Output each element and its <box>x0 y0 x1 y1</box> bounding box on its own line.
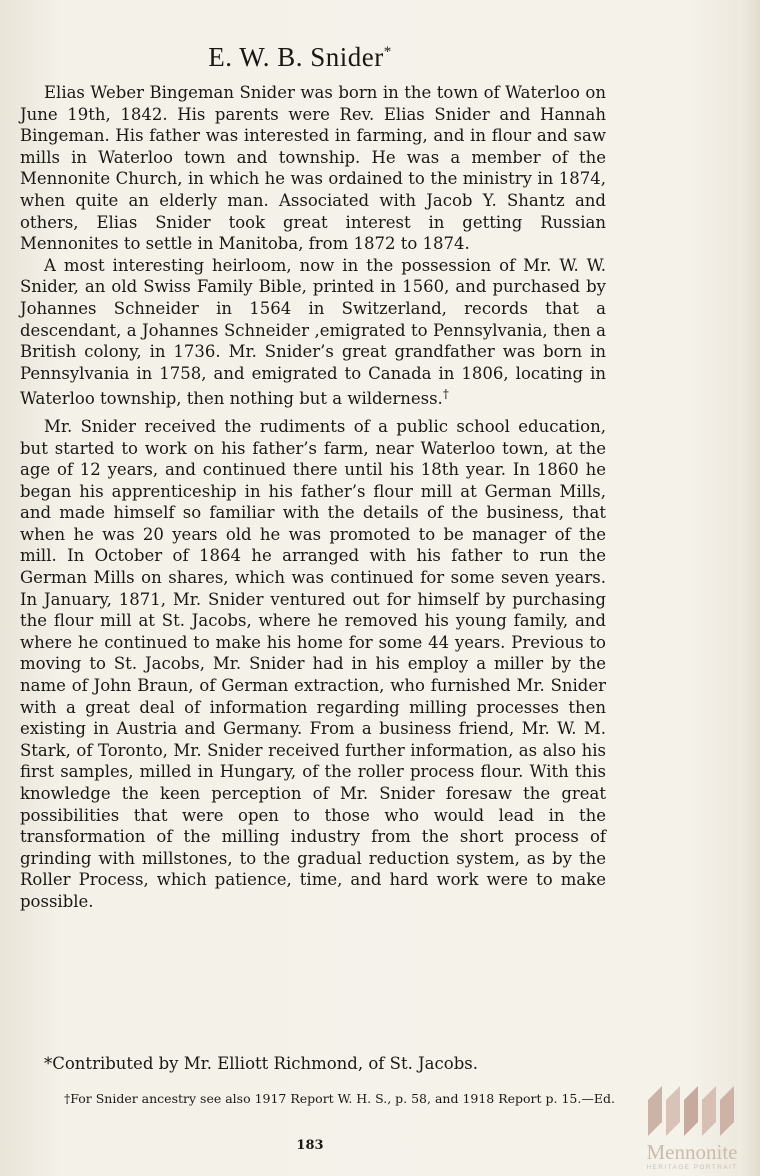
page-gutter <box>738 0 760 1176</box>
paragraph-3: Mr. Snider received the rudiments of a public school education, but started to work on his father’s farm, near Waterloo town, at the age of 12 years, and continued there until his 18th year. In 1860 he began his apprenticeship in his father’s flour mill at German Mills, and made himself so familiar with the details of the business, that when he was 20 years old he was promoted to be manager of the mill. In October of 1864 he arranged with his father to run the German Mills on shares, which was continued for some seven years. In January, 1871, Mr. Snider ventured out for himself by purchasing the flour mill at St. Jacobs, where he removed his young family, and where he continued to make his home for some 44 years. Previous to moving to St. Jacobs, Mr. Snider had in his employ a miller by the name of John Braun, of German extraction, who furnished Mr. Snider with a great deal of information regarding milling processes then existing in Austria and Germany. From a business friend, Mr. W. M. Stark, of Toronto, Mr. Snider received further information, as also his first samples, milled in Hungary, of the roller process flour. With this knowledge the keen perception of Mr. Snider foresaw the great possibilities that were open to those who would lead in the transformation of the milling industry from the short process of grinding with millstones, to the gradual reduction system, as by the Roller Process, which patience, time, and hard work were to make possible. <box>20 416 606 911</box>
article-body <box>20 82 606 913</box>
article-title <box>0 42 600 73</box>
contributor-note: *Contributed by Mr. Elliott Richmond, of St. Jacobs. <box>44 1054 478 1073</box>
title-text: E. W. B. Snider <box>208 42 384 72</box>
paragraph-1: Elias Weber Bingeman Snider was born in the town of Waterloo on June 19th, 1842. His parents were Rev. Elias Snider and Hannah Bingeman. His father was interested in farming, and in flour and saw mills in Waterloo town and township. He was a member of the Mennonite Church, in which he was ordained to the ministry in 1874, when quite an elderly man. Associated with Jacob Y. Shantz and others, Elias Snider took great interest in getting Russian Mennonites to settle in Manitoba, from 1872 to 1874. <box>20 83 606 254</box>
footnote: †For Snider ancestry see also 1917 Report W. H. S., p. 58, and 1918 Report p. 15.—Ed. <box>64 1091 615 1106</box>
logo-mark-icon <box>628 1078 756 1142</box>
page-number: 183 <box>296 1138 324 1153</box>
logo-wordmark: Mennonite <box>646 1140 738 1164</box>
paragraph-2: A most interesting heirloom, now in the possession of Mr. W. W. Snider, an old Swiss Family Bible, printed in 1560, and purchased by Johannes Schneider in 1564 in Switzerland, records that a descendant, a Johannes Schneider ,emigrated to Pennsylvania, then a British colony, in 1736. Mr. Snider’s great grandfather was born in Pennsylvania in 1758, and emigrated to Canada in 1806, locating in Waterloo township, then nothing but a wilderness. <box>20 255 606 409</box>
mennonite-heritage-logo <box>628 1078 756 1170</box>
paragraph-2-wrap <box>20 255 606 410</box>
dagger-mark: † <box>442 387 449 402</box>
title-footnote-mark: * <box>383 44 392 60</box>
logo-subtitle: HERITAGE PORTRAIT <box>646 1164 738 1171</box>
